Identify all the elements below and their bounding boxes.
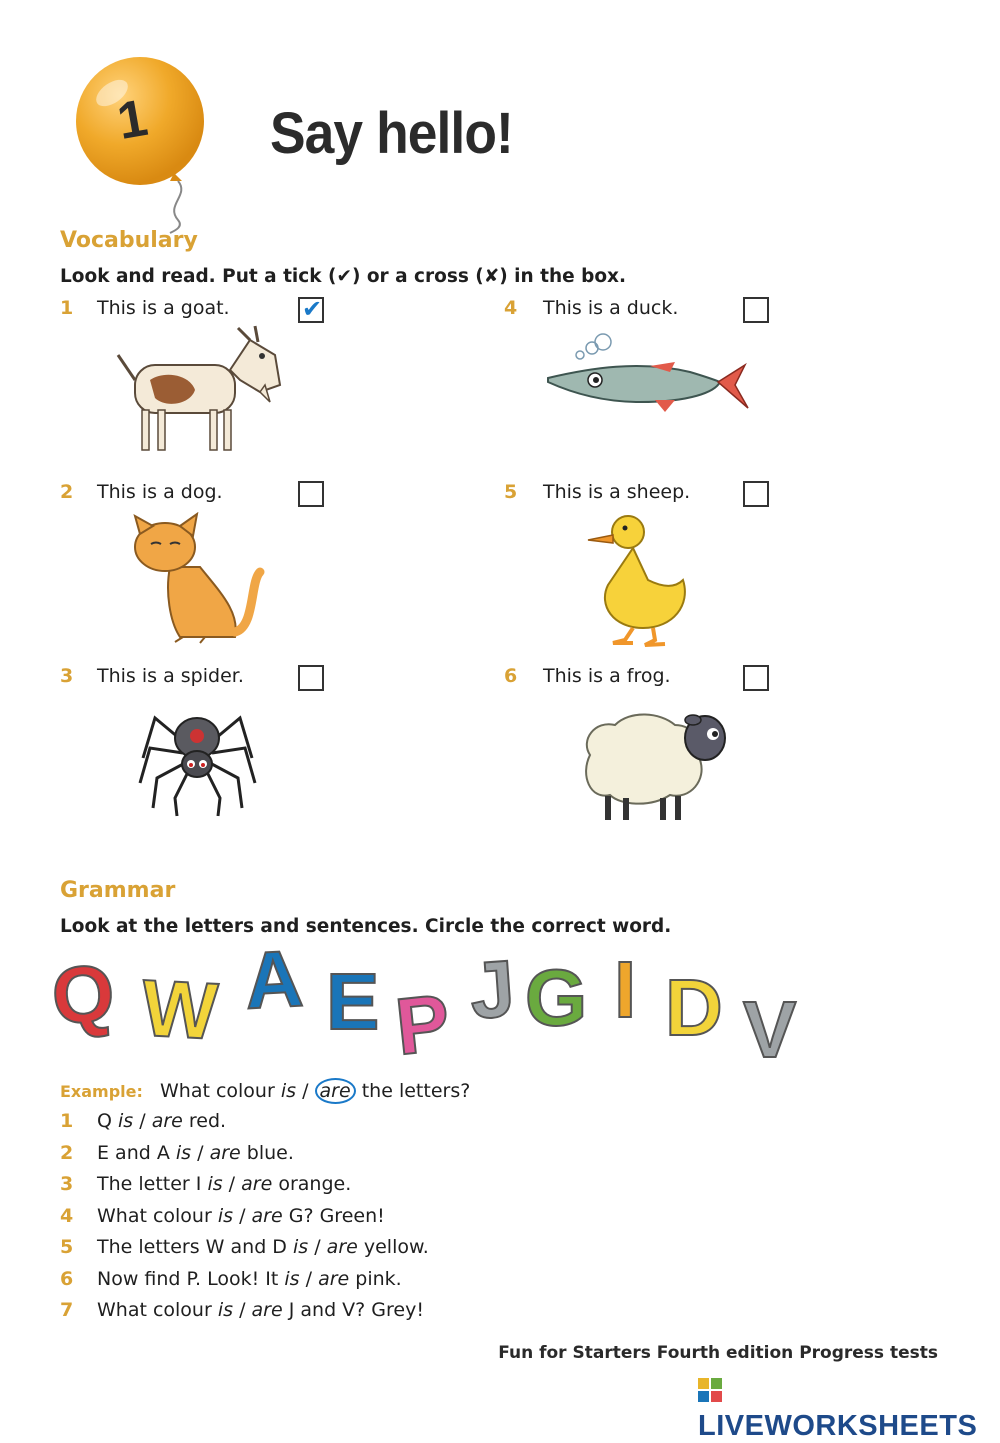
option-is[interactable]: is — [292, 1236, 309, 1258]
option-are[interactable]: are — [318, 1267, 350, 1290]
option-are[interactable]: are — [326, 1236, 358, 1258]
sentence-before: The letter I — [97, 1173, 202, 1195]
list-item — [60, 1110, 760, 1142]
option-is[interactable]: is — [284, 1267, 300, 1290]
unit-number: 1 — [113, 88, 152, 152]
answer-checkbox[interactable] — [743, 665, 769, 691]
item-number: 4 — [504, 297, 518, 319]
list-item — [60, 1205, 760, 1237]
sentence-number: 7 — [60, 1299, 74, 1321]
list-item — [60, 1236, 760, 1268]
sentence-after: red. — [188, 1110, 227, 1132]
fish-picture — [540, 330, 755, 434]
sentence-number: 1 — [60, 1110, 74, 1132]
item-text: This is a sheep. — [543, 481, 691, 503]
item-number: 2 — [60, 481, 74, 503]
logo-grid-icon — [698, 1377, 722, 1410]
letter-j: J — [466, 943, 518, 1036]
sentence-before: Now find P. Look! It — [97, 1267, 279, 1290]
list-item — [60, 1142, 760, 1174]
sentence-number: 4 — [60, 1204, 74, 1227]
option-separator: / — [305, 1267, 313, 1290]
tick-icon: ✔ — [302, 295, 323, 323]
item-text: This is a dog. — [97, 481, 223, 503]
sentence-before: Q — [97, 1110, 112, 1132]
option-separator: / — [239, 1299, 246, 1321]
sentence-before: What colour — [97, 1204, 212, 1227]
option-separator: / — [197, 1141, 204, 1164]
letter-v: V — [743, 985, 797, 1074]
answer-checkbox[interactable] — [743, 297, 769, 323]
letter-g: G — [525, 953, 588, 1042]
sentence-before: What colour — [160, 1080, 275, 1102]
option-are[interactable]: are — [251, 1299, 283, 1321]
option-separator: / — [314, 1236, 321, 1258]
option-is[interactable]: is — [217, 1299, 234, 1321]
option-are[interactable]: are — [241, 1173, 273, 1195]
grammar-instruction: Look at the letters and sentences. Circle the correct word. — [60, 916, 672, 937]
option-is[interactable]: is — [217, 1204, 234, 1227]
spider-picture — [135, 698, 260, 822]
item-number: 1 — [60, 297, 74, 319]
option-are-circled[interactable]: are — [315, 1078, 356, 1104]
liveworksheets-logo[interactable] — [698, 1376, 1000, 1443]
list-item — [60, 1173, 760, 1205]
sentence-number: 2 — [60, 1141, 74, 1164]
unit-balloon — [70, 55, 210, 235]
item-text: This is a frog. — [543, 665, 671, 687]
sentence-number: 6 — [60, 1267, 74, 1290]
sentence-after: G? Green! — [288, 1204, 385, 1227]
answer-checkbox[interactable] — [743, 481, 769, 507]
option-separator: / — [139, 1110, 146, 1132]
sentence-number: 3 — [60, 1173, 74, 1195]
vocabulary-heading: Vocabulary — [60, 228, 198, 253]
logo-text: LIVEWORKSHEETS — [698, 1409, 978, 1442]
vocabulary-instruction: Look and read. Put a tick (✔) or a cross (✘) in the box. — [60, 266, 627, 287]
list-item — [60, 1299, 760, 1331]
sentence-after: blue. — [246, 1141, 294, 1164]
sentence-after: the letters? — [361, 1080, 471, 1102]
answer-checkbox[interactable] — [298, 481, 324, 507]
item-number: 3 — [60, 665, 74, 687]
item-number: 6 — [504, 665, 518, 687]
option-separator: / — [239, 1204, 246, 1227]
item-number: 5 — [504, 481, 518, 503]
answer-checkbox[interactable] — [298, 665, 324, 691]
letter-p: P — [391, 977, 454, 1072]
option-are[interactable]: are — [209, 1141, 241, 1164]
example-label: Example: — [60, 1082, 143, 1101]
letter-q: Q — [48, 947, 118, 1042]
option-is[interactable]: is — [175, 1141, 192, 1164]
sentence-after: orange. — [278, 1173, 352, 1195]
sentence-before: E and A — [97, 1141, 170, 1164]
page-title: Say hello! — [270, 101, 513, 166]
answer-checkbox[interactable] — [298, 297, 324, 323]
option-separator: / — [228, 1173, 236, 1195]
sentence-before: What colour — [97, 1299, 212, 1321]
item-text: This is a duck. — [543, 297, 679, 319]
sentence-after: pink. — [355, 1267, 402, 1290]
option-is[interactable]: is — [280, 1080, 297, 1102]
letter-w: W — [139, 963, 220, 1056]
grammar-heading: Grammar — [60, 878, 176, 903]
sentence-before: The letters W and D — [97, 1236, 287, 1258]
option-are[interactable]: are — [151, 1110, 183, 1132]
goat-picture — [110, 320, 290, 464]
sentence-after: J and V? Grey! — [288, 1299, 424, 1321]
option-is[interactable]: is — [118, 1110, 134, 1132]
sentence-after: yellow. — [363, 1236, 429, 1258]
footer-credit: Fun for Starters Fourth edition Progress tests — [498, 1343, 938, 1363]
grammar-sentence-list — [60, 1110, 760, 1331]
letter-e: E — [326, 957, 380, 1046]
sheep-picture — [575, 700, 735, 834]
option-are[interactable]: are — [251, 1204, 283, 1227]
letter-a: A — [242, 933, 306, 1026]
example-sentence — [160, 1078, 470, 1104]
duck-picture — [583, 510, 693, 654]
item-text: This is a spider. — [97, 665, 244, 687]
item-text: This is a goat. — [97, 297, 230, 319]
list-item — [60, 1268, 760, 1300]
option-is[interactable]: is — [207, 1173, 223, 1195]
sentence-number: 5 — [60, 1236, 74, 1258]
option-separator: / — [302, 1080, 309, 1102]
letter-d: D — [665, 963, 723, 1052]
letter-i: I — [614, 945, 637, 1034]
cat-picture — [125, 512, 270, 651]
